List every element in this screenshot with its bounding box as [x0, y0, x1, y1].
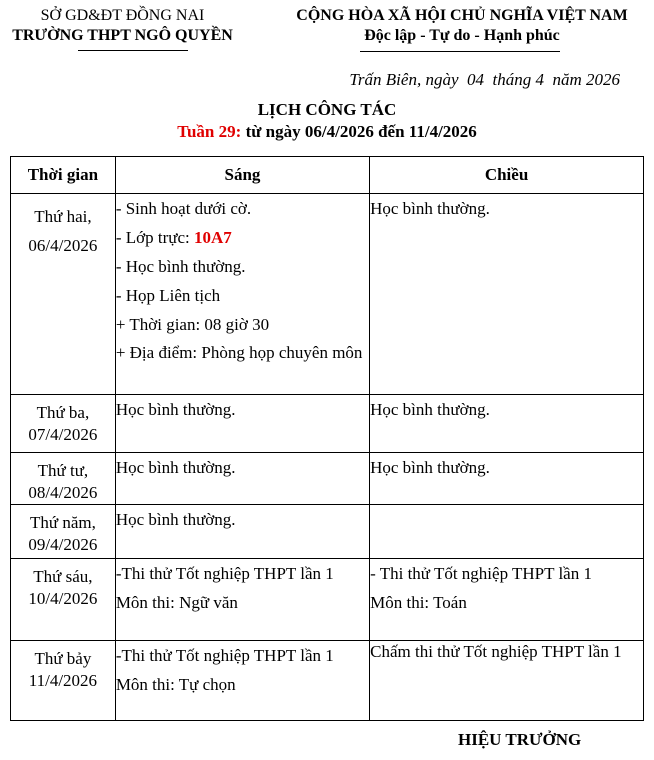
table-row — [11, 559, 644, 641]
school-name: TRƯỜNG THPT NGÔ QUYỀN — [12, 27, 233, 44]
afternoon-cell: Chấm thi thử Tốt nghiệp THPT lần 1 — [370, 641, 644, 721]
header-afternoon: Chiều — [370, 157, 644, 194]
day-name: Thứ tư, — [37, 461, 89, 480]
day-name: Thứ năm, — [29, 513, 96, 532]
afternoon-item: Môn thi: Toán — [370, 593, 467, 612]
morning-cell: Học bình thường. — [115, 395, 369, 453]
duty-class: 10A7 — [193, 228, 232, 247]
table-row — [11, 505, 644, 559]
divider — [78, 50, 188, 51]
morning-item: -Thi thử Tốt nghiệp THPT lần 1 — [115, 646, 334, 665]
afternoon-cell: Học bình thường. — [370, 453, 644, 505]
morning-cell — [115, 641, 369, 721]
day-name: Thứ bảy — [34, 649, 92, 668]
schedule-table — [10, 156, 644, 721]
morning-cell: Học bình thường. — [115, 505, 369, 559]
afternoon-cell: Học bình thường. — [370, 194, 644, 395]
duty-label: - Lớp trực: — [115, 228, 194, 247]
place-date: Trấn Biên, ngày 04 tháng 4 năm 2026 — [349, 70, 620, 89]
week-number: Tuần 29: — [177, 122, 242, 141]
morning-item: - Sinh hoạt dưới cờ. — [115, 199, 252, 218]
time-cell — [11, 395, 116, 453]
time-cell — [11, 641, 116, 721]
afternoon-item: - Thi thử Tốt nghiệp THPT lần 1 — [370, 564, 592, 583]
day-name: Thứ sáu, — [33, 567, 93, 586]
week-range — [0, 122, 654, 142]
table-header-row — [11, 157, 644, 194]
table-row — [11, 641, 644, 721]
morning-item: + Địa điểm: Phòng họp chuyên môn — [115, 343, 363, 362]
day-date: 11/4/2026 — [28, 671, 98, 690]
day-name: Thứ ba, — [36, 403, 90, 422]
week-dates: từ ngày 06/4/2026 đến 11/4/2026 — [241, 122, 477, 141]
day-date: 10/4/2026 — [28, 589, 98, 608]
table-row — [11, 453, 644, 505]
day-date: 08/4/2026 — [28, 483, 98, 502]
morning-cell — [115, 194, 369, 395]
morning-item: -Thi thử Tốt nghiệp THPT lần 1 — [115, 564, 334, 583]
morning-cell: Học bình thường. — [115, 453, 369, 505]
document-title: LỊCH CÔNG TÁC — [257, 100, 397, 119]
divider — [360, 51, 560, 52]
morning-cell — [115, 559, 369, 641]
national-motto: Độc lập - Tự do - Hạnh phúc — [364, 27, 560, 44]
day-cell — [11, 453, 115, 504]
day-cell — [11, 505, 115, 556]
day-date: 06/4/2026 — [28, 236, 98, 255]
afternoon-cell: Học bình thường. — [370, 395, 644, 453]
day-cell — [11, 641, 115, 692]
country-name: CỘNG HÒA XÃ HỘI CHỦ NGHĨA VIỆT NAM — [296, 7, 628, 24]
morning-item: + Thời gian: 08 giờ 30 — [115, 315, 270, 334]
table-row — [11, 395, 644, 453]
morning-item: - Học bình thường. — [115, 257, 246, 276]
header-morning: Sáng — [115, 157, 369, 194]
morning-item — [116, 223, 369, 252]
afternoon-cell — [370, 559, 644, 641]
afternoon-cell — [370, 505, 644, 559]
day-cell — [11, 395, 115, 446]
time-cell — [11, 505, 116, 559]
day-date: 09/4/2026 — [28, 535, 98, 554]
table-row — [11, 194, 644, 395]
department-name: SỞ GD&ĐT ĐỒNG NAI — [40, 7, 205, 24]
morning-item: Môn thi: Tự chọn — [115, 675, 236, 694]
day-cell — [11, 194, 115, 260]
day-date: 07/4/2026 — [28, 425, 98, 444]
time-cell — [11, 194, 116, 395]
morning-item: Môn thi: Ngữ văn — [115, 593, 238, 612]
day-cell — [11, 559, 115, 610]
signer-title: HIỆU TRƯỞNG — [458, 730, 582, 749]
time-cell — [11, 559, 116, 641]
org-header — [0, 6, 245, 46]
header-time: Thời gian — [11, 157, 116, 194]
time-cell — [11, 453, 116, 505]
day-name: Thứ hai, — [34, 207, 92, 226]
morning-item: - Họp Liên tịch — [115, 286, 221, 305]
national-header — [270, 6, 654, 46]
